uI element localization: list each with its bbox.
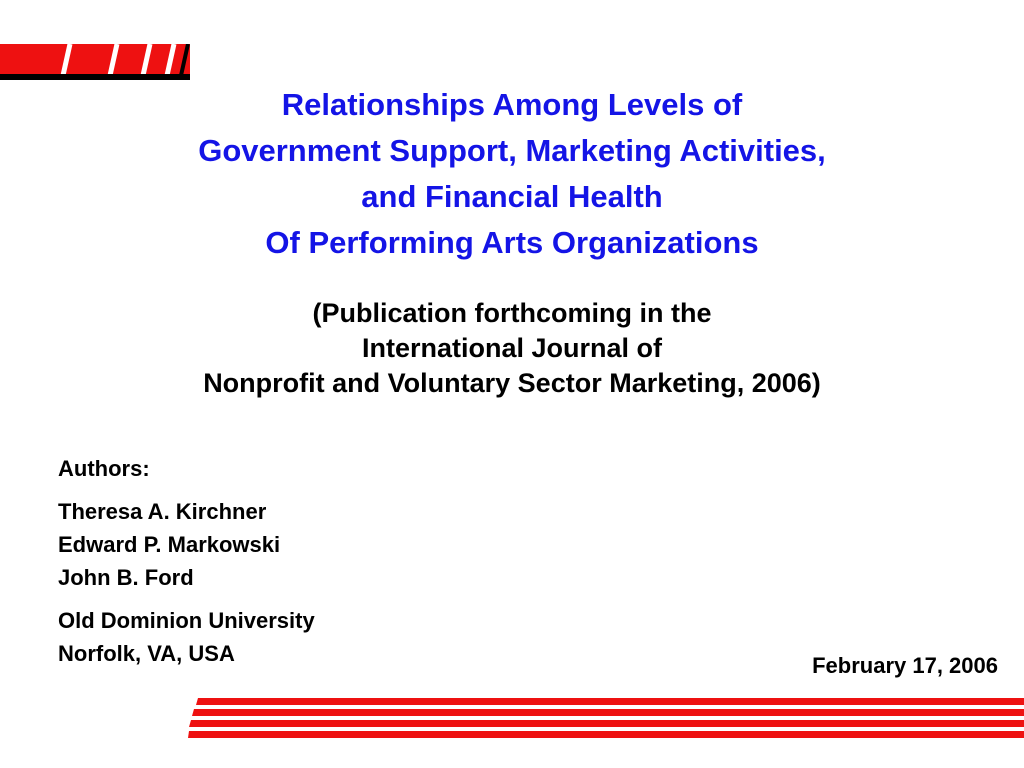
author-name: John B. Ford xyxy=(58,565,194,590)
publication-line: International Journal of xyxy=(361,333,663,363)
red-slanted-bars-logo-icon xyxy=(0,44,190,80)
author-name: Edward P. Markowski xyxy=(58,532,281,557)
authors-block xyxy=(58,452,315,670)
title-line: Government Support, Marketing Activities, xyxy=(198,133,826,168)
authors-heading: Authors: xyxy=(58,456,150,481)
publication-line: Nonprofit and Voluntary Sector Marketing, 2006) xyxy=(203,368,821,398)
title-line: Relationships Among Levels of xyxy=(281,87,743,122)
affiliation-line: Old Dominion University xyxy=(58,608,315,633)
red-horizontal-stripes-icon xyxy=(188,698,1024,738)
title-line: Of Performing Arts Organizations xyxy=(265,225,759,260)
publication-line: (Publication forthcoming in the xyxy=(312,298,712,328)
title-line: and Financial Health xyxy=(361,179,663,214)
presentation-date: February 17, 2006 xyxy=(812,653,998,678)
affiliation-line: Norfolk, VA, USA xyxy=(58,641,235,666)
author-name: Theresa A. Kirchner xyxy=(58,499,267,524)
slide-title xyxy=(0,82,1024,266)
publication-note xyxy=(0,296,1024,401)
